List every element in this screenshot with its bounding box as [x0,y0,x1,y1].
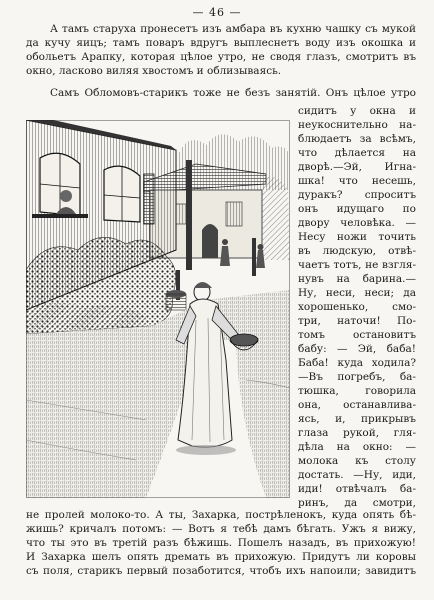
side-text-line: иди! отвѣчалъ ба- [298,483,416,495]
side-text-line: достать. —Ну, иди, [298,469,416,481]
side-text-line: двору человѣка. — [298,217,416,229]
side-text-line: молока къ столу [298,455,416,467]
text-line: не пролей молоко-то. А ты, Захарка, пострѣленокъ, куда опять бѣ- [26,509,416,521]
side-text-line: дуракъ? спроситъ [298,189,416,201]
side-text-line: —Въ погребъ, ба- [298,371,416,383]
side-text-line: Ну, неси, неси; да [298,287,416,299]
side-text-line: чаетъ тотъ, не взгля- [298,259,416,271]
side-text-line: хорошенько, смо- [298,301,416,313]
side-text-line: она, останавлива- [298,399,416,411]
engraving-illustration [26,120,290,498]
side-text-line: глаза рукой, гля- [298,427,416,439]
side-text-line: ясь, и, прикрывъ [298,413,416,425]
text-line: А тамъ старуха пронесетъ изъ амбара въ кухню чашку съ мукой [50,23,416,35]
side-text-line: Несу ножи точить [298,231,416,243]
side-text-line: дворѣ.—Эй, Игна- [298,161,416,173]
side-text-line: сидитъ у окна и [298,105,416,117]
page-number: — 46 — [192,6,242,19]
side-text-line: онъ идущаго по [298,203,416,215]
side-text-line: шка! что несешь, [298,175,416,187]
text-line: съ поля, старикъ первый позаботится, чтобъ ихъ напоили; завидитъ [26,565,416,577]
text-line: что ты это въ третій разъ бѣжишь. Пошелъ назадъ, въ прихожую! [26,537,416,549]
side-text-line: томъ остановитъ [298,329,416,341]
side-text-line: неукоснительно на- [298,119,416,131]
text-line: И Захарка шелъ опять дремать въ прихожую. Придутъ ли коровы [26,551,416,563]
side-text-line: что дѣлается на [298,147,416,159]
side-text-line: нувъ на барина.— [298,273,416,285]
side-text-line: три, наточи! По- [298,315,416,327]
text-line: жишь? кричалъ потомъ: — Вотъ я тебѣ дамъ бѣгать. Ужъ я вижу, [26,523,416,535]
side-text-line: Баба! куда ходила? [298,357,416,369]
side-text-line: ринъ, да смотри, [298,497,416,509]
text-line: Самъ Обломовъ-старикъ тоже не безъ занятій. Онъ цѣлое утро [50,87,416,99]
side-text-line: блюдаетъ за всѣмъ, [298,133,416,145]
text-line: обольетъ Арапку, которая цѣлое утро, не сводя глазъ, смотритъ въ [26,51,416,63]
text-line: да кучу яицъ; тамъ поваръ вдругъ выплеснетъ воду изъ окошка и [26,37,416,49]
text-line: окно, ласково виляя хвостомъ и облизываясь. [26,65,282,77]
side-text-line: дѣла на окно: — [298,441,416,453]
side-text-line: въ людскую, отвѣ- [298,245,416,257]
side-text-line: тюшка, говорила [298,385,416,397]
side-text-line: бабу: — Эй, баба! [298,343,416,355]
